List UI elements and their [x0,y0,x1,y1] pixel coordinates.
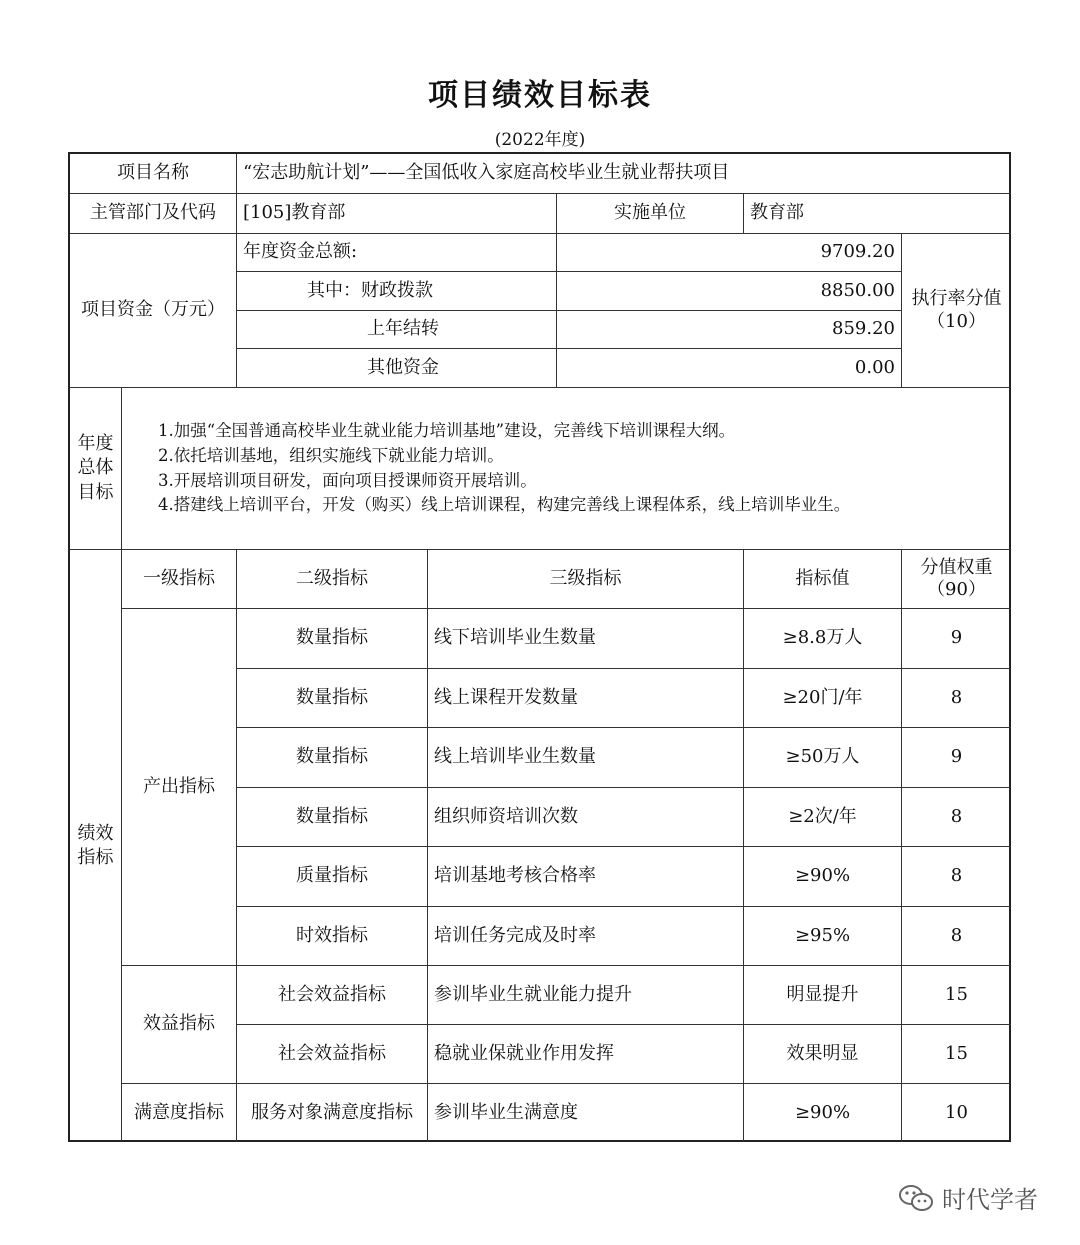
l3-cell: 培训基地考核合格率 [428,847,744,907]
impl-unit-value: 教育部 [744,194,1011,234]
goal-item: 2.依托培训基地，组织实施线下就业能力培训。 [158,445,504,465]
l3-cell: 线上课程开发数量 [428,669,744,729]
fund-other-label: 其他资金 [237,349,557,388]
weight-cell: 8 [902,788,1011,848]
header-value: 指标值 [744,550,902,609]
l1-satisfaction: 满意度指标 [122,1084,237,1142]
value-cell: ≥2次/年 [744,788,902,848]
project-name-value: “宏志助航计划”——全国低收入家庭高校毕业生就业帮扶项目 [237,154,1011,194]
weight-cell: 15 [902,1025,1011,1084]
l2-cell: 数量指标 [237,609,428,669]
header-l3: 三级指标 [428,550,744,609]
page-title: 项目绩效目标表 [428,78,652,113]
l3-cell: 参训毕业生就业能力提升 [428,966,744,1025]
impl-unit-label: 实施单位 [557,194,744,234]
value-cell: ≥50万人 [744,728,902,788]
fund-other-value: 0.00 [557,349,902,388]
project-name-label: 项目名称 [70,154,237,194]
weight-cell: 9 [902,728,1011,788]
fund-total-label: 年度资金总额: [237,234,557,272]
exec-rate-label: 执行率分值 （10） [902,234,1011,388]
value-cell: ≥90% [744,847,902,907]
header-weight: 分值权重 （90） [902,550,1011,609]
l3-cell: 稳就业保就业作用发挥 [428,1025,744,1084]
l3-cell: 线上培训毕业生数量 [428,728,744,788]
l3-cell: 组织师资培训次数 [428,788,744,848]
goal-item: 4.搭建线上培训平台，开发（购买）线上培训课程，构建完善线上课程体系，线上培训毕业生。 [158,495,851,515]
l2-cell: 服务对象满意度指标 [237,1084,428,1142]
fund-total-value: 9709.20 [557,234,902,272]
fund-fiscal-label: 其中：财政拨款 [237,272,557,311]
value-cell: 效果明显 [744,1025,902,1084]
header-l2: 二级指标 [237,550,428,609]
year-label: (2022年度) [494,130,586,150]
value-cell: 明显提升 [744,966,902,1025]
l2-cell: 数量指标 [237,669,428,729]
l2-cell: 社会效益指标 [237,1025,428,1084]
l3-cell: 培训任务完成及时率 [428,907,744,967]
weight-cell: 9 [902,609,1011,669]
dept-code-label: 主管部门及代码 [70,194,237,234]
fund-fiscal-value: 8850.00 [557,272,902,311]
watermark [898,1180,1038,1215]
value-cell: ≥8.8万人 [744,609,902,669]
l2-cell: 时效指标 [237,907,428,967]
header-l1: 一级指标 [122,550,237,609]
annual-goal-label: 年度 总体 目标 [70,388,122,550]
value-cell: ≥95% [744,907,902,967]
dept-code-value: [105]教育部 [237,194,557,234]
fund-carryover-label: 上年结转 [237,311,557,349]
funds-label: 项目资金（万元） [70,234,237,388]
value-cell: ≥90% [744,1084,902,1142]
fund-carryover-value: 859.20 [557,311,902,349]
l1-benefit: 效益指标 [122,966,237,1084]
l3-cell: 线下培训毕业生数量 [428,609,744,669]
weight-cell: 10 [945,1101,968,1123]
l3-cell: 参训毕业生满意度 [428,1084,744,1142]
weight-cell: 15 [902,966,1011,1025]
weight-cell: 8 [902,907,1011,967]
watermark-text: 时代学者 [942,1186,1038,1214]
l2-cell: 数量指标 [237,788,428,848]
annual-goals [122,388,1011,550]
l2-cell: 质量指标 [237,847,428,907]
wechat-icon [898,1183,934,1213]
l1-output: 产出指标 [122,609,237,966]
goal-item: 1.加强“全国普通高校毕业生就业能力培训基地”建设，完善线下培训课程大纲。 [158,421,736,440]
performance-table [68,152,1011,1142]
goal-item: 3.开展培训项目研发，面向项目授课师资开展培训。 [158,470,537,490]
weight-cell: 8 [902,847,1011,907]
value-cell: ≥20门/年 [744,669,902,729]
l2-cell: 数量指标 [237,728,428,788]
l2-cell: 社会效益指标 [237,966,428,1025]
perf-label: 绩效 指标 [70,550,122,1142]
weight-cell: 8 [902,669,1011,729]
